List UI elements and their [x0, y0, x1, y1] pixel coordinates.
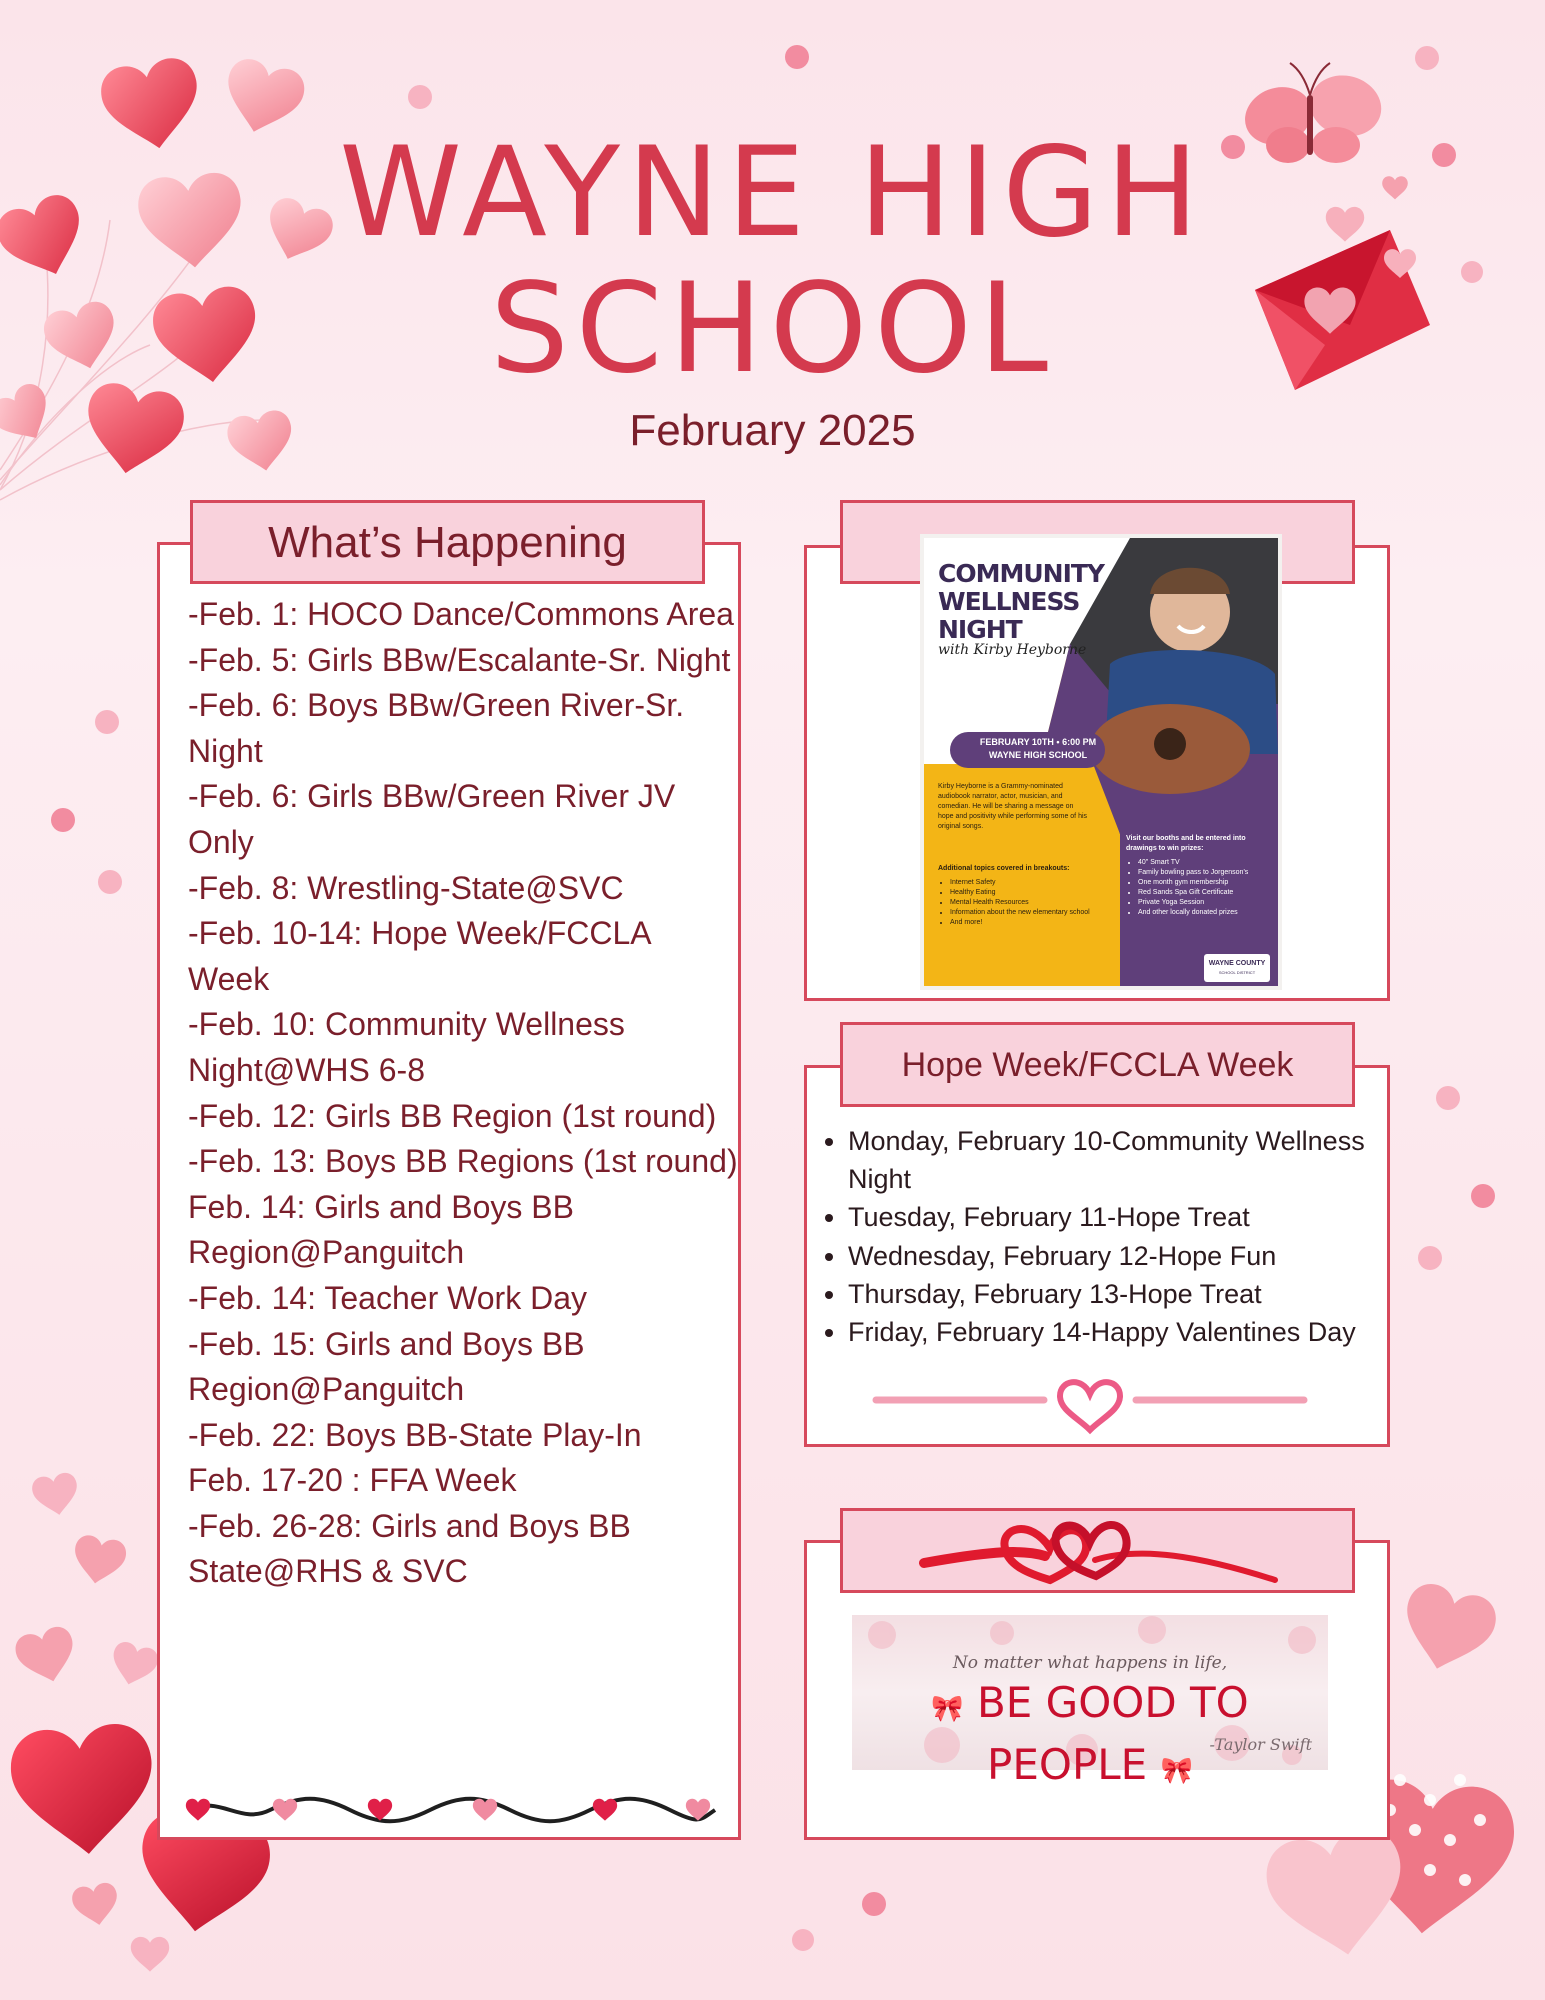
title-line-1: WAYNE HIGH	[339, 121, 1206, 265]
poster-title-line-2: WELLNESS NIGHT	[938, 587, 1080, 644]
heart-line-divider	[872, 1372, 1312, 1432]
hope-week-tab	[840, 1022, 1355, 1107]
events-list	[188, 592, 738, 1595]
poster-logo-subtext: SCHOOL DISTRICT	[1218, 970, 1256, 975]
school-title	[0, 121, 1545, 401]
poster-prizes	[1126, 858, 1283, 918]
poster-prize: • And other locally donated prizes	[1138, 908, 1283, 918]
event-item: -Feb. 6: Girls BBw/Green River JV Only	[188, 778, 676, 860]
event-item: Feb. 17-20 : FFA Week	[188, 1462, 517, 1499]
hope-week-heading: Hope Week/FCCLA Week	[901, 1046, 1294, 1084]
quote-image	[852, 1615, 1328, 1789]
poster-title-line-1: COMMUNITY	[938, 559, 1105, 588]
poster-prize: • Family bowling pass to Jorgenson's	[1138, 868, 1283, 878]
poster-topics-heading: Additional topics covered in breakouts:	[938, 865, 1070, 872]
poster-prize: • 40" Smart TV	[1138, 858, 1283, 868]
poster-topic: • Mental Health Resources	[950, 898, 1120, 908]
poster-location: WAYNE HIGH SCHOOL	[988, 750, 1088, 760]
event-item: -Feb. 5: Girls BBw/Escalante-Sr. Night	[188, 641, 731, 678]
event-item: -Feb. 1: HOCO Dance/Commons Area	[188, 596, 734, 632]
poster-topic: • Internet Safety	[950, 878, 1120, 888]
poster-with-name: with Kirby Heyborne	[938, 642, 1087, 658]
event-item: -Feb. 8: Wrestling-State@SVC	[188, 869, 624, 906]
event-item: -Feb. 10: Community Wellness Night@WHS 6-8	[188, 1006, 625, 1088]
hope-week-item: • Tuesday, February 11-Hope Treat	[848, 1198, 1408, 1236]
quote-top-line: No matter what happens in life,	[952, 1653, 1228, 1673]
hope-week-item: • Wednesday, February 12-Hope Fun	[848, 1237, 1408, 1275]
poster-district-logo	[1204, 954, 1270, 982]
poster-prizes-heading: Visit our booths and be entered into drawings to win prizes:	[1126, 835, 1246, 852]
poster-prize: • One month gym membership	[1138, 878, 1283, 888]
event-item: -Feb. 13: Boys BB Regions (1st round)	[188, 1143, 738, 1180]
event-item: -Feb. 26-28: Girls and Boys BB State@RHS & SVC	[188, 1507, 631, 1590]
poster-date-line: FEBRUARY 10TH • 6:00 PM	[979, 737, 1097, 747]
poster-topic: • Information about the new elementary school	[950, 908, 1120, 918]
poster-date	[958, 736, 1118, 762]
poster-title	[938, 560, 1138, 644]
event-item: Feb. 14: Girls and Boys BB Region@Panguitch	[188, 1188, 574, 1271]
hope-week-item: • Monday, February 10-Community Wellness Night	[848, 1122, 1408, 1198]
event-item: -Feb. 15: Girls and Boys BB Region@Panguitch	[188, 1325, 585, 1408]
poster-topic: • And more!	[950, 918, 1120, 928]
poster-logo-text: WAYNE COUNTY	[1208, 960, 1266, 967]
poster-topics	[938, 878, 1120, 928]
event-item: -Feb. 12: Girls BB Region (1st round)	[188, 1097, 717, 1134]
poster-topic: • Healthy Eating	[950, 888, 1120, 898]
whats-happening-heading: What’s Happening	[268, 518, 627, 567]
newsletter-date: February 2025	[629, 406, 916, 455]
event-item: -Feb. 22: Boys BB-State Play-In	[188, 1416, 642, 1453]
title-line-2: SCHOOL	[490, 257, 1055, 401]
quote-main-text: BE GOOD TO PEOPLE	[976, 1678, 1249, 1789]
hope-week-item: • Friday, February 14-Happy Valentines Day	[848, 1313, 1408, 1351]
event-item: -Feb. 14: Teacher Work Day	[188, 1279, 587, 1316]
poster-prize: • Private Yoga Session	[1138, 898, 1283, 908]
wellness-night-poster	[920, 534, 1282, 990]
heart-squiggle-divider	[180, 1785, 720, 1835]
poster-bio: Kirby Heyborne is a Grammy-nominated audiobook narrator, actor, musician, and comedian. He will be sharing a message on hope and positivity while performing some of his original songs.	[938, 783, 1088, 830]
hope-week-item: • Thursday, February 13-Hope Treat	[848, 1275, 1408, 1313]
hope-week-list	[812, 1122, 1408, 1351]
ribbon-hearts-icon	[920, 1508, 1280, 1590]
event-item: -Feb. 10-14: Hope Week/FCCLA Week	[188, 915, 650, 997]
poster-prize: • Red Sands Spa Gift Certificate	[1138, 888, 1283, 898]
bow-icon: 🎀	[1160, 1756, 1193, 1786]
whats-happening-tab	[190, 500, 705, 584]
bow-icon: 🎀	[931, 1694, 964, 1724]
quote-attribution: -Taylor Swift	[1209, 1735, 1312, 1754]
event-item: -Feb. 6: Boys BBw/Green River-Sr. Night	[188, 687, 685, 769]
